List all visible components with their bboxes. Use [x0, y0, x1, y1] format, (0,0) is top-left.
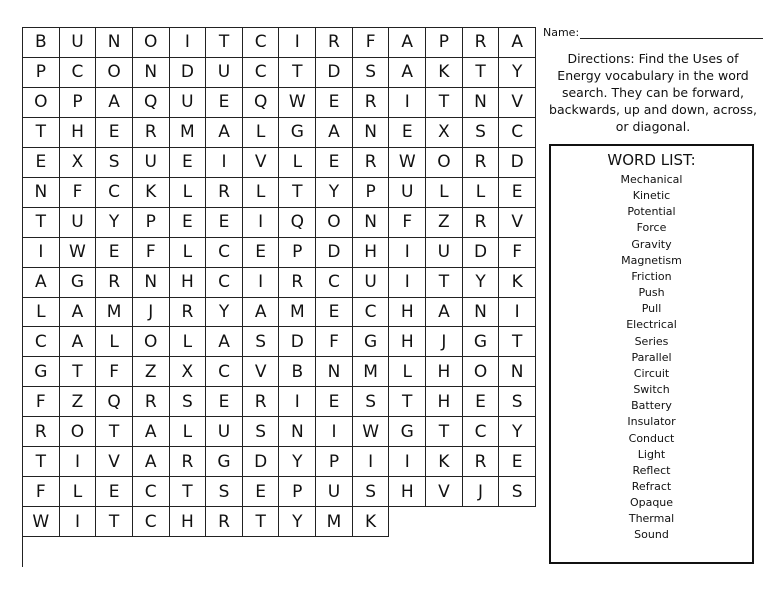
grid-cell: F	[133, 238, 170, 268]
grid-cell: N	[353, 118, 390, 148]
grid-cell: M	[353, 357, 390, 387]
grid-cell: A	[316, 118, 353, 148]
grid-cell: P	[60, 88, 97, 118]
grid-cell: R	[353, 88, 390, 118]
grid-cell: A	[133, 417, 170, 447]
grid-cell: R	[243, 387, 280, 417]
grid-cell: G	[389, 417, 426, 447]
grid-cell: C	[133, 477, 170, 507]
grid-cell: C	[316, 268, 353, 298]
name-label: Name:	[543, 26, 580, 39]
grid-cell: C	[206, 238, 243, 268]
grid-cell: R	[206, 178, 243, 208]
grid-cell: F	[60, 178, 97, 208]
grid-cell: J	[463, 477, 500, 507]
grid-cell: P	[426, 28, 463, 58]
grid-cell: T	[279, 58, 316, 88]
grid-cell: V	[499, 208, 536, 238]
grid-cell: N	[463, 298, 500, 328]
grid-cell: L	[170, 327, 207, 357]
grid-cell: C	[96, 178, 133, 208]
grid-cell: J	[133, 298, 170, 328]
grid-cell: N	[279, 417, 316, 447]
grid-cell: W	[60, 238, 97, 268]
grid-cell: Z	[426, 208, 463, 238]
grid-cell: Y	[499, 417, 536, 447]
grid-cell: Y	[316, 178, 353, 208]
grid-cell: L	[170, 238, 207, 268]
grid-cell: O	[463, 357, 500, 387]
grid-cell: I	[389, 447, 426, 477]
grid-cell: T	[426, 88, 463, 118]
grid-cell: L	[170, 178, 207, 208]
grid-cell: W	[353, 417, 390, 447]
grid-cell: T	[426, 268, 463, 298]
grid-cell: S	[353, 477, 390, 507]
grid-cell: E	[243, 477, 280, 507]
grid-cell: T	[96, 507, 133, 537]
grid-cell: H	[170, 507, 207, 537]
grid-cell: C	[243, 58, 280, 88]
grid-cell: R	[170, 298, 207, 328]
grid-cell: P	[133, 208, 170, 238]
grid-cell: V	[426, 477, 463, 507]
grid-cell: D	[316, 58, 353, 88]
grid-cell: S	[170, 387, 207, 417]
word-list-item: Opaque	[629, 496, 674, 510]
grid-cell: I	[389, 88, 426, 118]
grid-cell: U	[389, 178, 426, 208]
grid-cell: H	[426, 357, 463, 387]
grid-cell: S	[499, 477, 536, 507]
grid-cell: C	[133, 507, 170, 537]
grid-cell: F	[23, 477, 60, 507]
name-blank-line	[580, 28, 763, 39]
grid-cell: I	[170, 28, 207, 58]
grid-cell: U	[316, 477, 353, 507]
grid-cell: O	[23, 88, 60, 118]
word-list-item: Battery	[631, 399, 672, 413]
grid-cell: W	[389, 148, 426, 178]
grid-cell: R	[96, 268, 133, 298]
grid-cell: X	[170, 357, 207, 387]
grid-cell: I	[353, 447, 390, 477]
grid-cell: T	[426, 417, 463, 447]
grid-cell: S	[499, 387, 536, 417]
grid-cell: A	[389, 28, 426, 58]
grid-cell: R	[316, 28, 353, 58]
word-list-item: Mechanical	[620, 173, 683, 186]
grid-cell: E	[316, 88, 353, 118]
grid-cell: S	[243, 327, 280, 357]
grid-cell: M	[279, 298, 316, 328]
grid-cell: T	[279, 178, 316, 208]
grid-cell: C	[499, 118, 536, 148]
grid-cell: E	[96, 118, 133, 148]
word-list-item: Light	[637, 447, 666, 461]
grid-cell: S	[463, 118, 500, 148]
grid-cell: Q	[96, 387, 133, 417]
grid-cell: V	[499, 88, 536, 118]
name-field	[543, 26, 763, 39]
grid-cell: I	[279, 387, 316, 417]
grid-cell: P	[316, 447, 353, 477]
grid-cell: E	[96, 477, 133, 507]
grid-cell: U	[133, 148, 170, 178]
grid-cell: T	[23, 208, 60, 238]
grid-cell: K	[133, 178, 170, 208]
grid-cell: L	[60, 477, 97, 507]
grid-cell: J	[426, 327, 463, 357]
grid-cell: A	[426, 298, 463, 328]
grid-cell: A	[23, 268, 60, 298]
grid-cell: E	[499, 447, 536, 477]
grid-cell: E	[316, 387, 353, 417]
grid-cell: H	[60, 118, 97, 148]
grid-cell: Q	[279, 208, 316, 238]
word-list-item: Magnetism	[621, 253, 682, 267]
word-list-item: Circuit	[633, 366, 670, 380]
grid-cell: N	[96, 28, 133, 58]
word-list-item: Series	[634, 334, 669, 348]
grid-cell: P	[279, 238, 316, 268]
grid-cell: C	[60, 58, 97, 88]
grid-cell: P	[23, 58, 60, 88]
grid-cell: D	[499, 148, 536, 178]
grid-cell: L	[389, 357, 426, 387]
grid-cell: L	[243, 178, 280, 208]
grid-cell: D	[316, 238, 353, 268]
grid-cell: V	[96, 447, 133, 477]
word-list-item: Parallel	[631, 350, 672, 364]
grid-cell: O	[316, 208, 353, 238]
directions-text: Directions: Find the Uses of Energy vocabulary in the word search. They can be forward, backwards, up and down, across, or diagonal.	[549, 51, 757, 134]
grid-cell: C	[463, 417, 500, 447]
word-list	[551, 172, 752, 544]
word-list-item: Reflect	[632, 463, 671, 477]
grid-cell: L	[463, 178, 500, 208]
grid-cell: N	[353, 208, 390, 238]
grid-cell: R	[206, 507, 243, 537]
grid-cell: R	[23, 417, 60, 447]
grid-cell: U	[353, 268, 390, 298]
grid-cell: U	[60, 208, 97, 238]
grid-cell: A	[206, 118, 243, 148]
word-list-item: Switch	[633, 383, 670, 397]
grid-cell: O	[133, 327, 170, 357]
word-list-item: Force	[636, 221, 667, 235]
grid-cell: X	[60, 148, 97, 178]
grid-cell: A	[96, 88, 133, 118]
grid-cell: S	[206, 477, 243, 507]
grid-cell: I	[499, 298, 536, 328]
grid-cell: F	[96, 357, 133, 387]
word-list-item: Pull	[641, 302, 662, 316]
grid-cell: E	[316, 148, 353, 178]
grid-cell: I	[206, 148, 243, 178]
grid-cell: E	[206, 88, 243, 118]
grid-cell: T	[499, 327, 536, 357]
grid-cell: S	[353, 387, 390, 417]
grid-cell: Y	[96, 208, 133, 238]
grid-cell: N	[463, 88, 500, 118]
grid-cell: T	[206, 28, 243, 58]
grid-cell: D	[170, 58, 207, 88]
grid-cell: K	[426, 447, 463, 477]
grid-cell: O	[133, 28, 170, 58]
grid-cell: H	[170, 268, 207, 298]
grid-cell: T	[463, 58, 500, 88]
grid-cell: U	[426, 238, 463, 268]
grid-cell: C	[243, 28, 280, 58]
grid-cell: I	[60, 447, 97, 477]
grid-cell: T	[23, 447, 60, 477]
grid-cell: L	[96, 327, 133, 357]
word-list-item: Conduct	[628, 431, 675, 445]
grid-cell: E	[463, 387, 500, 417]
grid-cell: X	[426, 118, 463, 148]
grid-cell: U	[206, 417, 243, 447]
grid-cell: V	[243, 148, 280, 178]
grid-cell: I	[279, 28, 316, 58]
grid-cell: N	[133, 268, 170, 298]
grid-cell: F	[353, 28, 390, 58]
grid-cell: O	[60, 417, 97, 447]
word-list-item: Thermal	[628, 512, 675, 526]
grid-cell: S	[243, 417, 280, 447]
grid-cell: D	[279, 327, 316, 357]
grid-cell: I	[389, 238, 426, 268]
word-list-box	[549, 144, 754, 564]
grid-cell: R	[463, 208, 500, 238]
grid-cell: Z	[133, 357, 170, 387]
grid-cell: K	[426, 58, 463, 88]
grid-cell: D	[463, 238, 500, 268]
word-list-item: Gravity	[631, 237, 672, 251]
grid-cell: L	[243, 118, 280, 148]
grid-cell: A	[206, 327, 243, 357]
grid-cell: B	[279, 357, 316, 387]
grid-cell: T	[243, 507, 280, 537]
grid-cell: S	[96, 148, 133, 178]
word-list-item: Electrical	[626, 318, 677, 332]
grid-cell: W	[23, 507, 60, 537]
grid-cell: A	[60, 298, 97, 328]
grid-cell: G	[353, 327, 390, 357]
grid-cell: H	[389, 477, 426, 507]
grid-cell: R	[133, 118, 170, 148]
grid-cell: L	[426, 178, 463, 208]
word-list-item: Push	[638, 286, 665, 300]
grid-cell: T	[96, 417, 133, 447]
grid-cell: E	[96, 238, 133, 268]
grid-cell: Y	[499, 58, 536, 88]
grid-cell: C	[206, 268, 243, 298]
grid-cell: I	[389, 268, 426, 298]
grid-cell: H	[389, 298, 426, 328]
grid-cell: M	[96, 298, 133, 328]
grid-cell: I	[60, 507, 97, 537]
grid-cell: Q	[133, 88, 170, 118]
grid-cell: A	[133, 447, 170, 477]
grid-cell: Q	[243, 88, 280, 118]
word-list-item: Sound	[634, 528, 669, 542]
grid-cell: G	[279, 118, 316, 148]
grid-cell: I	[243, 268, 280, 298]
grid-cell: U	[206, 58, 243, 88]
grid-cell: O	[96, 58, 133, 88]
grid-cell: C	[353, 298, 390, 328]
word-list-item: Kinetic	[632, 189, 671, 203]
grid-cell: E	[23, 148, 60, 178]
grid-cell: E	[316, 298, 353, 328]
grid-cell: F	[499, 238, 536, 268]
grid-cell: G	[463, 327, 500, 357]
grid-cell: G	[23, 357, 60, 387]
grid-cell: E	[389, 118, 426, 148]
grid-cell: I	[23, 238, 60, 268]
grid-cell: R	[133, 387, 170, 417]
grid-cell: R	[279, 268, 316, 298]
grid-cell: O	[426, 148, 463, 178]
grid-cell: Z	[60, 387, 97, 417]
grid-cell: E	[499, 178, 536, 208]
grid-cell: H	[389, 327, 426, 357]
grid-cell: U	[170, 88, 207, 118]
grid-cell: M	[316, 507, 353, 537]
grid-cell: E	[206, 387, 243, 417]
grid-cell: E	[243, 238, 280, 268]
grid-cell: A	[243, 298, 280, 328]
grid-cell: I	[243, 208, 280, 238]
grid-cell: N	[316, 357, 353, 387]
grid-cell: L	[279, 148, 316, 178]
grid-cell: Y	[279, 447, 316, 477]
grid-cell: M	[170, 118, 207, 148]
grid-cell: W	[279, 88, 316, 118]
grid-cell: G	[60, 268, 97, 298]
word-search-grid	[22, 27, 536, 567]
grid-cell: R	[463, 447, 500, 477]
grid-cell: C	[206, 357, 243, 387]
grid-cell: A	[499, 28, 536, 58]
grid-cell: A	[60, 327, 97, 357]
grid-cell: E	[170, 148, 207, 178]
grid-cell: T	[60, 357, 97, 387]
grid-cell: N	[133, 58, 170, 88]
grid-cell: N	[23, 178, 60, 208]
grid-cell: H	[426, 387, 463, 417]
grid-cell: P	[279, 477, 316, 507]
grid-cell: T	[170, 477, 207, 507]
grid-cell: D	[243, 447, 280, 477]
grid-cell: R	[463, 148, 500, 178]
grid-cell: R	[463, 28, 500, 58]
grid-cell: A	[389, 58, 426, 88]
grid-cell: L	[23, 298, 60, 328]
word-list-item: Potential	[627, 205, 676, 219]
grid-cell: N	[499, 357, 536, 387]
grid-cell: R	[170, 447, 207, 477]
grid-cell: L	[170, 417, 207, 447]
grid-cell: Y	[463, 268, 500, 298]
grid-cell: Y	[206, 298, 243, 328]
word-list-item: Friction	[631, 269, 672, 283]
grid-cell: S	[353, 58, 390, 88]
grid-cell: P	[353, 178, 390, 208]
grid-cell: G	[206, 447, 243, 477]
grid-cell: T	[389, 387, 426, 417]
grid-cell: C	[23, 327, 60, 357]
grid-cell: U	[60, 28, 97, 58]
grid-cell: B	[23, 28, 60, 58]
grid-cell: Y	[279, 507, 316, 537]
word-list-title: WORD LIST:	[607, 151, 696, 169]
grid-cell: R	[353, 148, 390, 178]
grid-cell: K	[353, 507, 390, 537]
grid-cell: T	[23, 118, 60, 148]
grid-cell: F	[316, 327, 353, 357]
word-list-item: Refract	[631, 479, 672, 493]
grid-cell: E	[206, 208, 243, 238]
grid-cell: F	[389, 208, 426, 238]
grid-cell: H	[353, 238, 390, 268]
grid-cell: K	[499, 268, 536, 298]
word-list-item: Insulator	[627, 415, 676, 429]
grid-cell: F	[23, 387, 60, 417]
grid-cell: E	[170, 208, 207, 238]
grid-cell: V	[243, 357, 280, 387]
grid-cell: I	[316, 417, 353, 447]
